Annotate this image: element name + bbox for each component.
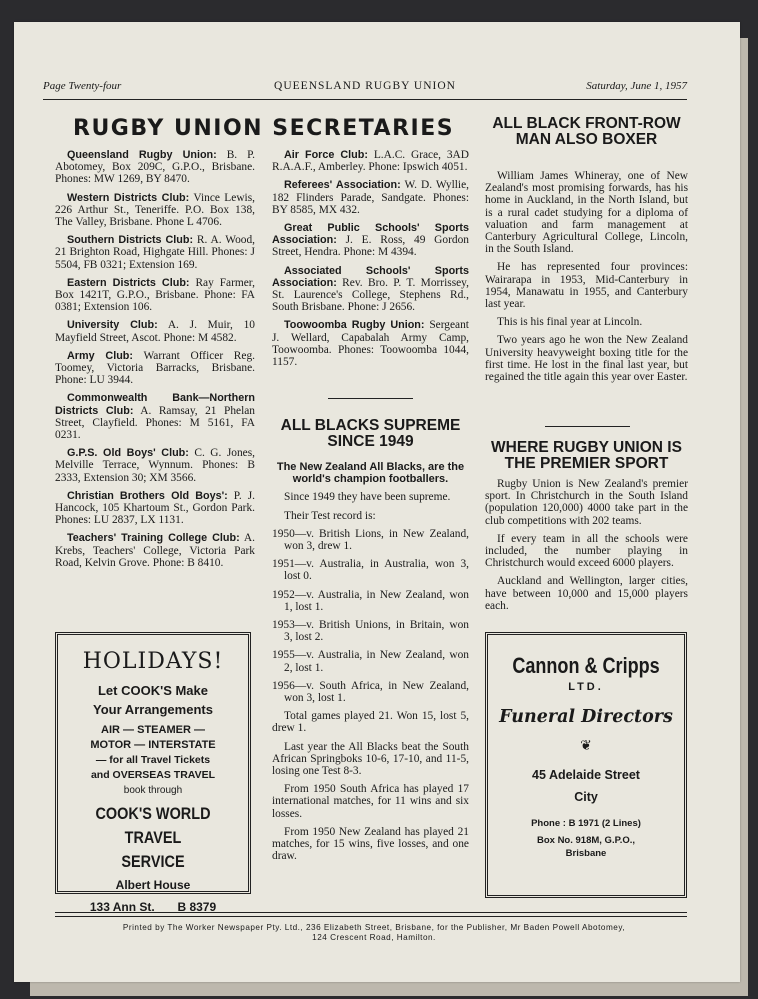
page-number: Page Twenty-four: [43, 80, 122, 92]
secretary-entry: [272, 149, 469, 173]
ad-city-line: Brisbane: [565, 848, 607, 859]
footer-rule: [55, 912, 687, 913]
paragraph: William James Whineray, one of New Zealand's most promising forwards, has his home in Auckland, in the North Island, but is a rural cadet studying for a diploma of valuation and farm management at Canterbury Agricultural College, Lincoln, in the South Island.: [485, 170, 688, 256]
club-details: W. D. Wyllie, 182 Flinders Parade, Sandgate. Phones: BY 8585, MX 432.: [272, 179, 469, 216]
record-text: —v. British Unions, in Britain, won 3, lost 2.: [284, 619, 469, 644]
cannon-cripps-ad: [485, 632, 687, 898]
ad-company-name: Cannon & Cripps: [512, 653, 660, 678]
secretary-entry: [55, 490, 255, 527]
premier-sport-article: [485, 478, 688, 618]
club-name: Christian Brothers Old Boys':: [67, 489, 228, 502]
front-row-headline: ALL BLACK FRONT-ROW MAN ALSO BOXER: [492, 115, 681, 148]
secretary-entry: [55, 277, 255, 314]
all-blacks-article: [272, 461, 469, 868]
ad-company-name: COOK'S WORLD TRAVEL: [95, 804, 211, 847]
test-record: [272, 589, 469, 613]
club-name: Eastern Districts Club:: [67, 276, 190, 289]
paragraph: From 1950 South Africa has played 17 international matches, for 11 wins and six losses.: [272, 783, 469, 820]
ad-line: AIR — STEAMER —: [101, 724, 205, 736]
imprint-line: 124 Crescent Road, Hamilton.: [312, 932, 436, 942]
publication-name: QUEENSLAND RUGBY UNION: [274, 80, 456, 92]
secretaries-middle-column: [272, 149, 469, 374]
record-year: 1950: [272, 527, 295, 540]
club-name: Teachers' Training College Club:: [67, 532, 240, 545]
secretary-entry: [55, 447, 255, 484]
front-row-article: [485, 170, 688, 389]
issue-date: Saturday, June 1, 1957: [586, 80, 687, 92]
paragraph: Auckland and Wellington, larger cities, have between 10,000 and 15,000 players each.: [485, 575, 688, 612]
ad-building: Albert House: [115, 878, 191, 892]
record-year: 1951: [272, 558, 295, 571]
section-divider: [545, 426, 630, 427]
secretaries-headline: RUGBY UNION SECRETARIES: [73, 116, 455, 141]
secretary-entry: [55, 192, 255, 229]
paragraph: This is his final year at Lincoln.: [497, 316, 643, 329]
club-details: A. J. Muir, 10 Mayfield Street, Ascot. Phone: M 4582.: [55, 319, 255, 344]
paragraph: He has represented four provinces: Wairarapa in 1953, Mid-Canterbury in 1954, Manawatu in 1955, and Canterbury last year.: [485, 261, 688, 311]
ad-company-name: SERVICE: [121, 852, 185, 871]
paragraph: If every team in all the schools were included, the number playing in Christchurch would exceed 6000 players.: [485, 532, 688, 570]
secretary-entry: [55, 532, 255, 569]
club-name: Army Club:: [67, 349, 133, 362]
paragraph: Total games played 21. Won 15, lost 5, drew 1.: [272, 710, 469, 735]
paragraph: Their Test record is:: [284, 509, 376, 522]
club-name: Great Public Schools' Sports Association:: [272, 222, 469, 247]
record-year: 1955: [272, 649, 295, 662]
ad-phone: B 8379: [177, 900, 217, 914]
record-text: —v. British Lions, in New Zealand, won 3, drew 1.: [284, 527, 469, 553]
secretary-entry: [272, 222, 469, 259]
test-record: [272, 680, 469, 704]
secretary-entry: [55, 319, 255, 343]
record-year: 1953: [272, 619, 295, 632]
ad-city: City: [574, 790, 598, 804]
secretary-entry: [55, 234, 255, 271]
premier-sport-headline: WHERE RUGBY UNION IS THE PREMIER SPORT: [491, 439, 682, 472]
ad-line: book through: [123, 785, 183, 796]
club-name: Referees' Association:: [284, 179, 401, 192]
paragraph: Rugby Union is New Zealand's premier sport. In Christchurch in the South Island (population 120,000) 4000 take part in the club competitions with 202 teams.: [485, 478, 688, 527]
club-name: Western Districts Club:: [67, 191, 190, 204]
ad-phone: Phone : B 1971 (2 Lines): [531, 818, 641, 829]
club-name: Queensland Rugby Union:: [67, 149, 217, 161]
paragraph: Last year the All Blacks beat the South African Springboks 10-6, 17-10, and 11-5, losing one Test 8-3.: [272, 740, 469, 778]
club-name: Commonwealth Bank—Northern Districts Club:: [55, 392, 255, 417]
header-rule: [43, 99, 687, 100]
test-record: [272, 558, 469, 582]
all-blacks-headline: ALL BLACKS SUPREME SINCE 1949: [280, 417, 461, 450]
club-name: Toowoomba Rugby Union:: [284, 319, 425, 332]
ad-box: Box No. 918M, G.P.O.,: [536, 835, 636, 846]
record-year: 1952: [272, 588, 295, 601]
cooks-travel-ad: [55, 632, 251, 914]
secretary-entry: [272, 319, 469, 368]
paragraph: Two years ago he won the New Zealand University heavyweight boxing title for the first time. He lost in the final last year, but regained the title again this year over Easter.: [485, 334, 688, 384]
club-name: University Club:: [67, 319, 158, 332]
test-record: [272, 619, 469, 643]
ad-street: 133 Ann St.: [89, 900, 155, 914]
running-header: [43, 80, 687, 98]
ad-line: — for all Travel Tickets: [95, 754, 211, 766]
club-name: Air Force Club:: [284, 149, 368, 161]
secretary-entry: [55, 392, 255, 441]
club-details: Vince Lewis, 226 Arthur St., Teneriffe. P.O. Box 138, The Valley, Brisbane. Phone L 4706.: [55, 191, 255, 229]
club-name: G.P.S. Old Boys' Club:: [67, 447, 189, 460]
imprint: [60, 923, 688, 942]
ad-ltd: LTD.: [568, 681, 604, 693]
paragraph: Since 1949 they have been supreme.: [284, 491, 451, 504]
ad-headline: HOLIDAYS!: [82, 649, 224, 674]
ad-line: and OVERSEAS TRAVEL: [90, 769, 216, 781]
club-details: R. A. Wood, 21 Brighton Road, Highgate Hill. Phones: J 5504, FB 0321; Extension 169.: [55, 234, 255, 271]
secretary-entry: [272, 265, 469, 314]
record-text: —v. Australia, in Australia, won 3, lost 0.: [284, 558, 469, 583]
secretaries-left-column: [55, 149, 255, 575]
club-details: Sergeant J. Wellard, Capabalah Army Camp, Toowoomba. Phones: Toowoomba 1044, 1157.: [272, 319, 469, 369]
record-text: —v. Australia, in New Zealand, won 1, lost 1.: [284, 588, 469, 613]
club-details: B. P. Abotomey, Box 209C, G.P.O., Brisbane. Phones: MW 1269, BY 8470.: [55, 149, 255, 186]
ornament-icon: ❦: [580, 737, 592, 753]
club-details: A. Krebs, Teachers' College, Victoria Park Road, Kelvin Grove. Phone: B 8410.: [55, 532, 255, 569]
test-record: [272, 649, 469, 673]
club-details: Ray Farmer, Box 1421T, G.P.O., Brisbane. Phone: FA 0381; Extension 106.: [55, 276, 255, 314]
all-blacks-lead: The New Zealand All Blacks, are the world's champion footballers.: [276, 461, 465, 486]
ad-line: MOTOR — INTERSTATE: [90, 739, 216, 751]
paragraph: From 1950 New Zealand has played 21 matches, for 15 wins, five losses, and one draw.: [272, 825, 469, 863]
club-name: Associated Schools' Sports Association:: [272, 264, 469, 289]
section-divider: [328, 398, 413, 399]
ad-line: Let COOK'S Make: [97, 683, 208, 698]
club-details: C. G. Jones, Melville Terrace, Wynnum. Phones: B 2333, Extension 30; XM 3566.: [55, 447, 255, 484]
record-year: 1956: [272, 679, 295, 692]
club-name: Southern Districts Club:: [67, 234, 194, 247]
club-details: P. J. Hancock, 105 Khartoum St., Gordon Park. Phones: LU 2837, LX 1131.: [55, 489, 255, 527]
secretary-entry: [272, 179, 469, 216]
club-details: Warrant Officer Reg. Toomey, Victoria Barracks, Brisbane. Phone: LU 3944.: [55, 349, 255, 387]
secretary-entry: [55, 350, 255, 387]
test-record: [272, 528, 469, 552]
ad-line: Your Arrangements: [93, 702, 213, 717]
ad-address: 45 Adelaide Street: [532, 768, 640, 782]
club-details: Rev. Bro. P. T. Morrissey, St. Laurence's College, Stephens Rd., South Brisbane. Phone: J 2656.: [272, 276, 469, 314]
ad-address: [58, 897, 248, 917]
footer-rule: [55, 916, 687, 917]
secretary-entry: [55, 149, 255, 186]
imprint-line: Printed by The Worker Newspaper Pty. Ltd., 236 Elizabeth Street, Brisbane, for the Publisher, Mr Baden Powell Abotomey,: [122, 923, 626, 932]
record-text: —v. South Africa, in New Zealand, won 3, lost 1.: [284, 679, 469, 705]
club-details: A. Ramsay, 21 Phelan Street, Clayfield. Phones: M 5161, FA 0231.: [55, 404, 255, 442]
club-details: J. E. Ross, 49 Gordon Street, Hendra. Phone: M 4394.: [272, 234, 469, 259]
record-text: —v. Australia, in New Zealand, won 2, lost 1.: [284, 649, 469, 674]
ad-service: Funeral Directors: [499, 707, 673, 727]
club-details: L.A.C. Grace, 3AD R.A.A.F., Amberley. Phone: Ipswich 4051.: [272, 149, 469, 174]
